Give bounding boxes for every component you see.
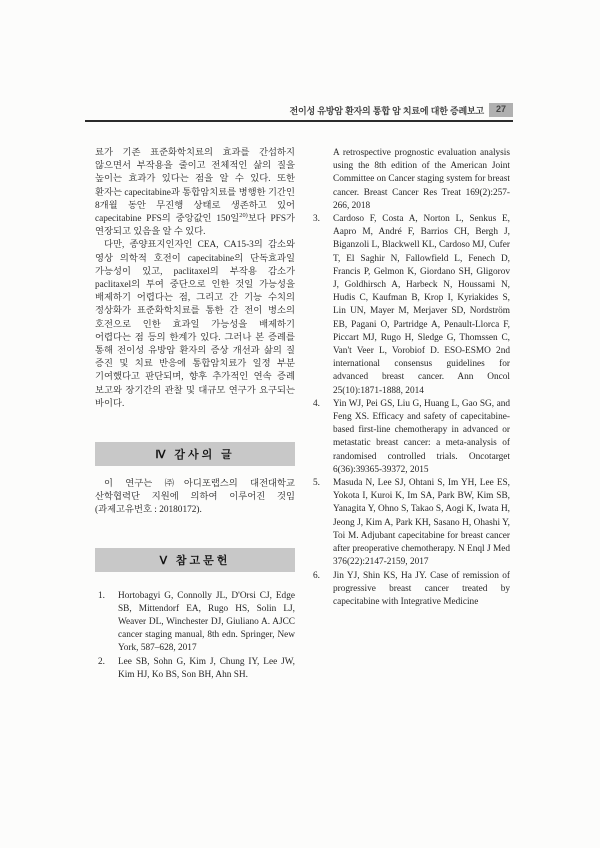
body-columns: [95, 147, 510, 682]
page-number-badge: 27: [489, 103, 513, 117]
left-column: [95, 147, 295, 682]
acknowledgement-heading: Ⅳ 감사의 글: [95, 442, 295, 466]
reference-entry: [310, 570, 510, 610]
reference-number: 4.: [313, 398, 320, 409]
running-head: [85, 103, 513, 122]
discussion-paragraph-2: 다만, 종양표지인자인 CEA, CA15-3의 감소와 영상 의학적 호전이 capecitabine의 단독효과일 가능성이 있고, paclitaxel의 부작용 감소가 paclitaxel의 투여 중단으로 인한 것일 가능성을 배제하기 어렵다는 점, 그리고 간 기능 수치의 정상화가 표준화학치료를 통한 간 전이 병소의 호전으로 인한 효과일 가능성을 배제하기 어렵다는 점 등의 한계가 있다. 그러나 본 증례를 통해 전이성 유방암 환자의 증상 개선과 삶의 질 증진 및 치료 반응에 통합암치료가 일정 부분 기여했다고 판단되며, 향후 추가적인 연속 증례 보고와 장기간의 관찰 및 대규모 연구가 요구되는 바이다.: [95, 240, 295, 409]
reference-continuation: A retrospective prognostic evaluation analysis using the 8th edition of the American Joint Committee on Cancer staging system for breast cancer. Breast Cancer Res Treat 169(2):257-266, 2018: [333, 148, 510, 211]
reference-number: 5.: [313, 478, 320, 489]
discussion-paragraph-1: [95, 147, 295, 239]
reference-entry: [310, 477, 510, 569]
right-column: [310, 147, 510, 682]
reference-text: Jin YJ, Shin KS, Ha JY. Case of remission of progressive breast cancer treated by capecitabine with Integrative Medicine: [333, 570, 510, 607]
paragraph-text: 보다 PFS가 연장되고 있음을 알 수 있다.: [95, 214, 295, 238]
reference-text: Hortobagyi G, Connolly JL, D'Orsi CJ, Edge SB, Mittendorf EA, Rugo HS, Solin LJ, Weaver DL, Winchester DJ, Giuliano A. AJCC cancer staging manual, 8th edn. Springer, New York, 587–628, 2017: [118, 590, 295, 654]
footnote-marker: 20): [239, 211, 248, 219]
reference-entry: [310, 398, 510, 477]
reference-entry: [95, 590, 295, 656]
running-head-title: 전이성 유방암 환자의 통합 암 치료에 대한 증례보고: [289, 105, 484, 116]
reference-entry: [310, 213, 510, 398]
reference-text: Lee SB, Sohn G, Kim J, Chung IY, Lee JW, Kim HJ, Ko BS, Son BH, Ahn SH.: [118, 656, 295, 680]
reference-number: 3.: [313, 214, 320, 225]
references-heading: Ⅴ 참고문헌: [95, 548, 295, 572]
reference-number: 6.: [313, 570, 320, 581]
reference-text: Yin WJ, Pei GS, Liu G, Huang L, Gao SG, and Feng XS. Efficacy and safety of capecitabine-based first-line chemotherapy in advanced or metastatic breast cancer: a meta-analysis of randomised controlled trials. Oncotarget 6(36):39365-39372, 2015: [333, 398, 510, 475]
reference-text: Masuda N, Lee SJ, Ohtani S, Im YH, Lee ES, Yokota I, Kuroi K, Im SA, Park BW, Kim SB, Yanagita Y, Ohno S, Takao S, Aogi K, Iwata H, Jeong J, Kim A, Park KH, Sasano H, Ohashi Y, Toi M. Adjubant capecitabine for breast cancer after preoperative chemotherapy. N Enql J Med 376(22):2147-2159, 2017: [333, 478, 510, 568]
reference-number: 1.: [98, 590, 105, 601]
reference-number: 2.: [98, 656, 105, 667]
acknowledgement-text: 이 연구는 ㈜아디포랩스의 대전대학교 산학협력단 지원에 의하여 이루어진 것임(과제고유번호 : 20180172).: [95, 479, 295, 516]
paragraph-text: 료가 기존 표준화학치료의 효과를 간섭하지 않으면서 부작용을 줄이고 전체적인 삶의 질을 높이는 효과가 있다는 점을 알 수 있다. 또한 환자는 capecitabine과 통합암치료를 병행한 기간인 8개월 동안 무진행 상태로 생존하고 있어 capecitabine PFS의 중앙값인 150일: [95, 148, 295, 225]
reference-text: Cardoso F, Costa A, Norton L, Senkus E, Aapro M, André F, Barrios CH, Bergh J, Biganzoli L, Blackwell KL, Cardoso MJ, Cufer T, El Saghir N, Fallowfield L, Fenech D, Francis P, Gelmon K, Giordano SH, Gligorov J, Goldhirsch A, Harbeck N, Houssami N, Hudis C, Kaufman B, Krop I, Kyriakides S, Lin UN, Mayer M, Merjaver SD, Nordström EB, Pagani O, Partridge A, Penault-Llorca F, Piccart MJ, Rugo H, Sledge G, Thomssen C, Van't Veer L, Vorobiof D. ESO-ESMO 2nd international consensus guidelines for advanced breast cancer. Ann Oncol 25(10):1871-1888, 2014: [333, 214, 510, 396]
reference-entry: [95, 656, 295, 682]
